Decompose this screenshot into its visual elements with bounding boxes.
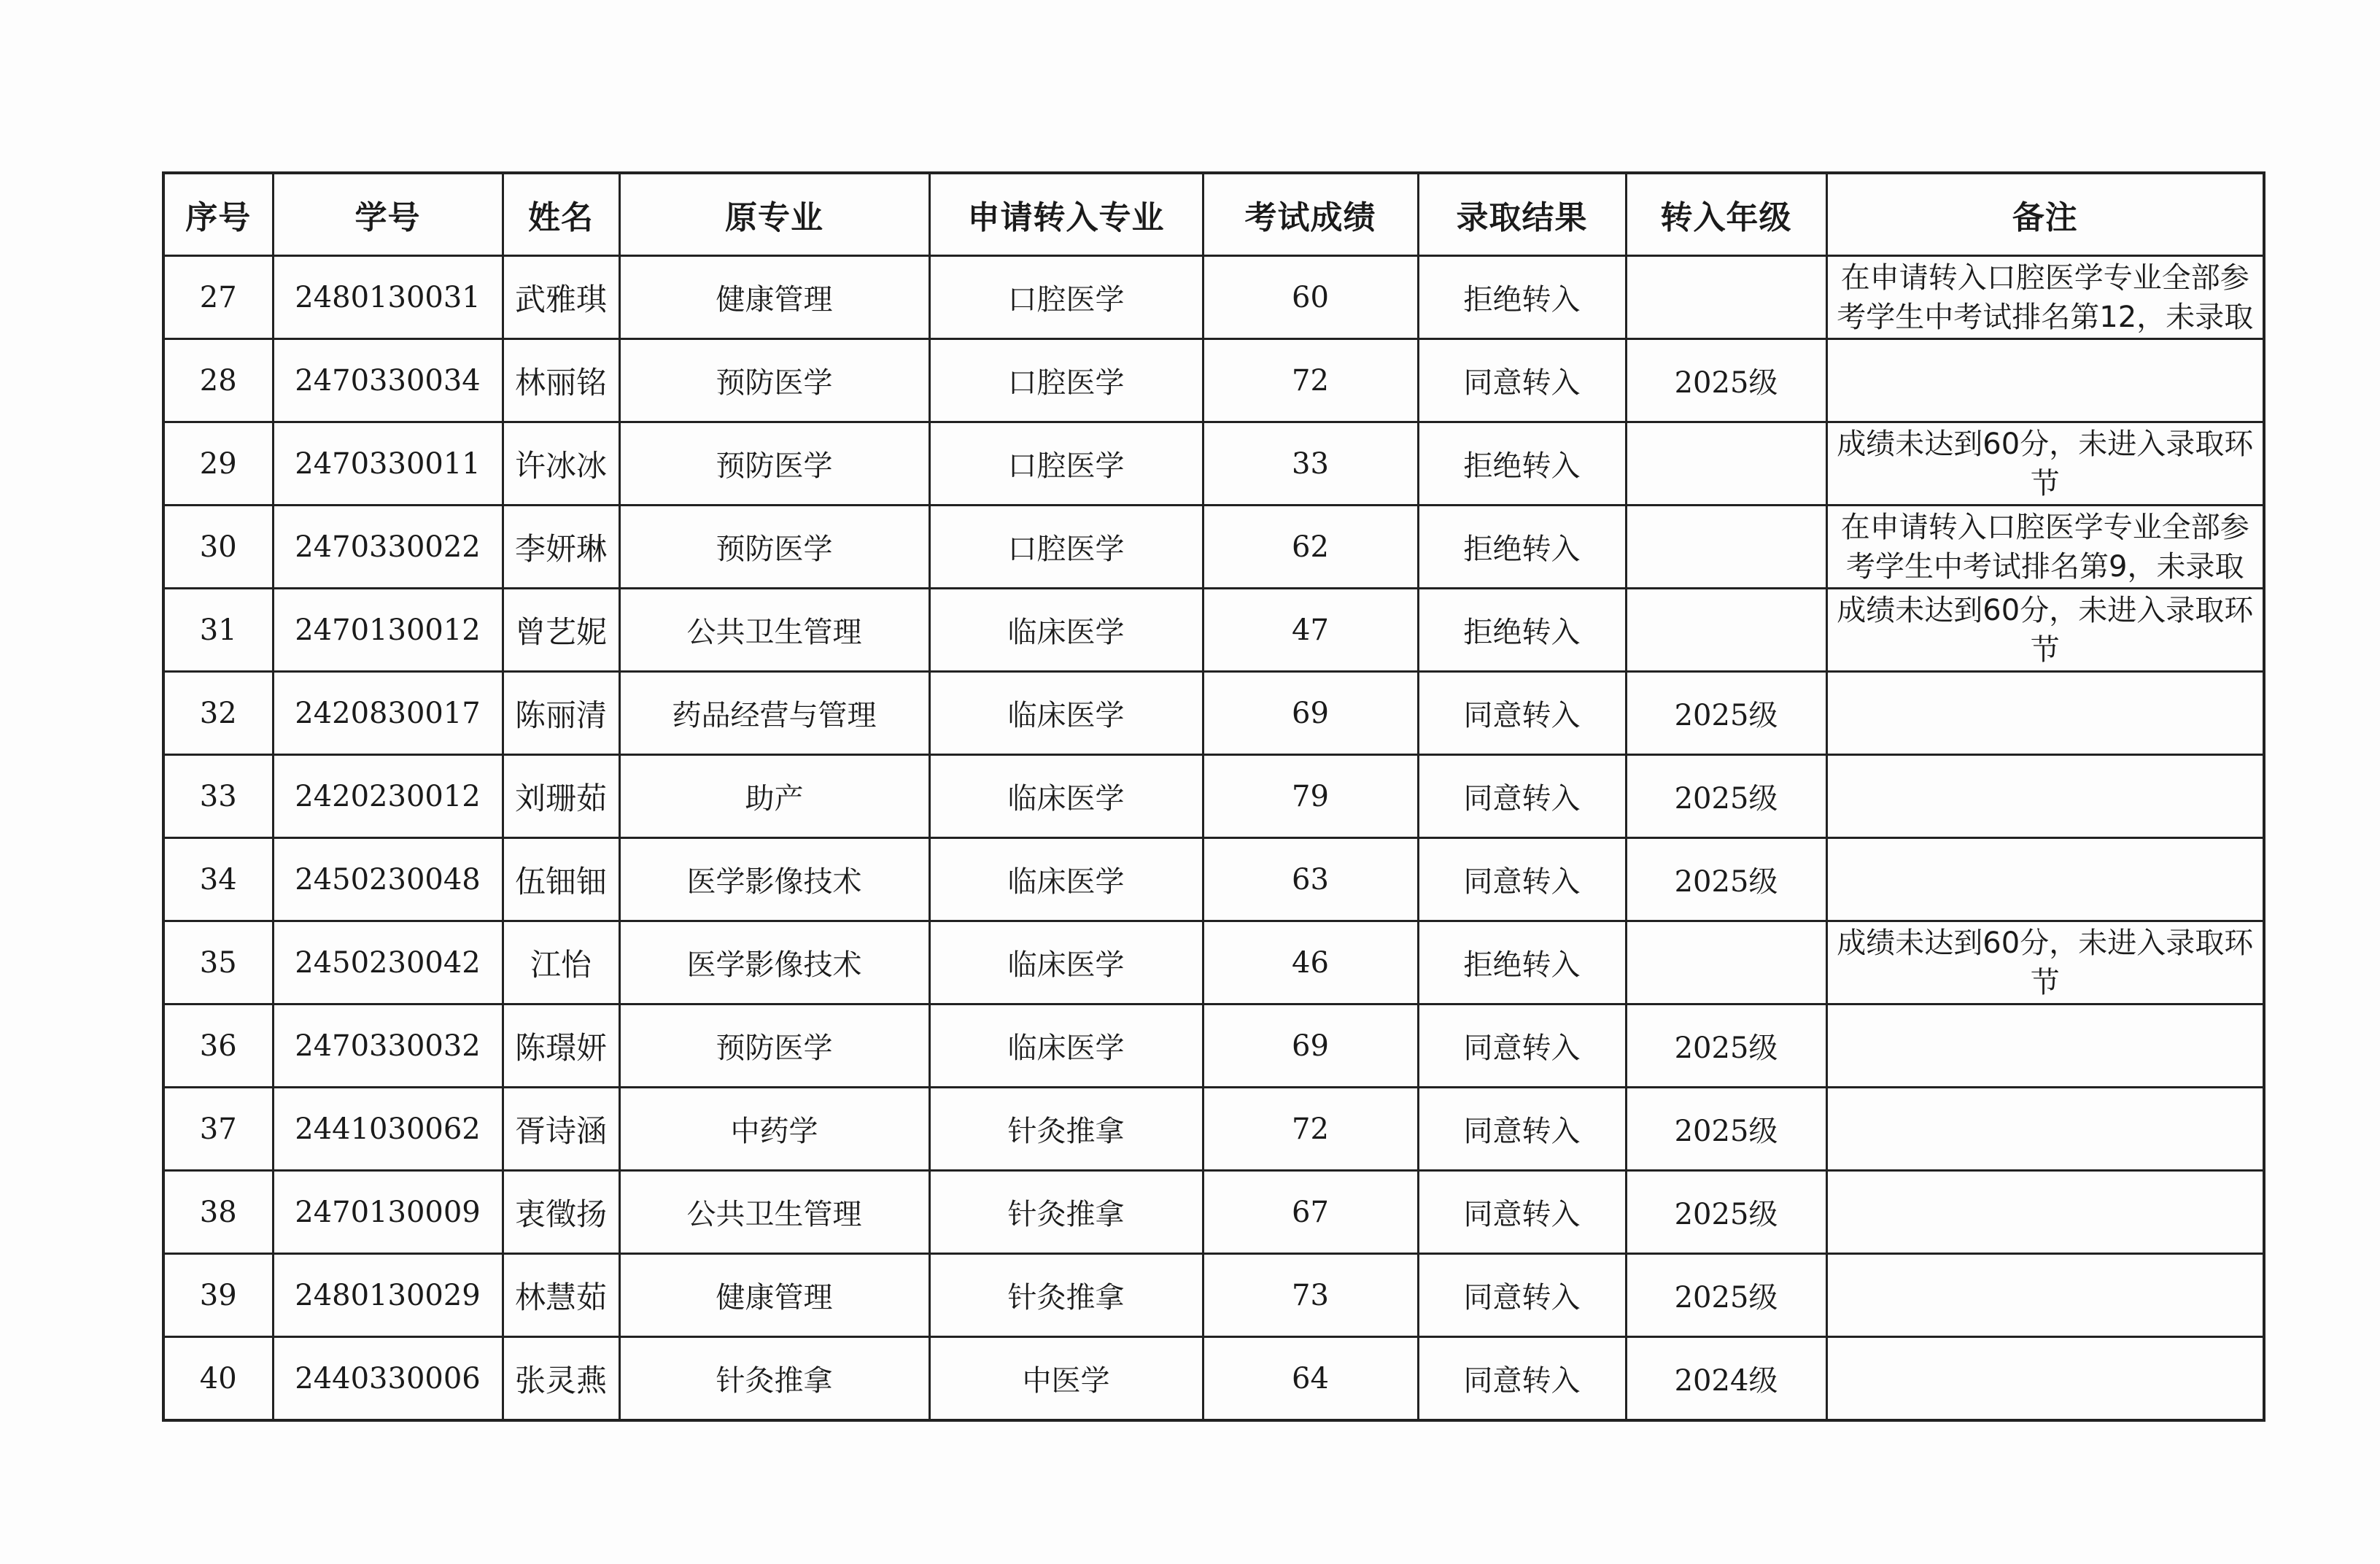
cell-seq: 39 [163, 1254, 273, 1337]
cell-exam-score: 64 [1203, 1337, 1418, 1421]
cell-remark [1826, 1004, 2264, 1088]
cell-enroll-grade [1626, 256, 1826, 339]
cell-student-id: 2470330011 [273, 422, 503, 506]
cell-admission-result: 拒绝转入 [1418, 589, 1626, 672]
cell-remark [1826, 1337, 2264, 1421]
cell-original-major: 预防医学 [619, 422, 929, 506]
cell-target-major: 临床医学 [929, 921, 1203, 1004]
cell-admission-result: 同意转入 [1418, 1171, 1626, 1254]
column-header-remark: 备注 [1826, 173, 2264, 256]
cell-exam-score: 69 [1203, 1004, 1418, 1088]
cell-enroll-grade: 2025级 [1626, 838, 1826, 921]
cell-remark: 成绩未达到60分，未进入录取环节 [1826, 921, 2264, 1004]
cell-name: 陈璟妍 [503, 1004, 619, 1088]
cell-target-major: 临床医学 [929, 1004, 1203, 1088]
cell-admission-result: 拒绝转入 [1418, 256, 1626, 339]
cell-name: 陈丽清 [503, 672, 619, 755]
cell-enroll-grade [1626, 921, 1826, 1004]
table-row [163, 1004, 2264, 1088]
table-row [163, 422, 2264, 506]
column-header-exam-score: 考试成绩 [1203, 173, 1418, 256]
cell-exam-score: 69 [1203, 672, 1418, 755]
cell-admission-result: 同意转入 [1418, 339, 1626, 422]
cell-seq: 35 [163, 921, 273, 1004]
cell-student-id: 2470130009 [273, 1171, 503, 1254]
cell-seq: 37 [163, 1088, 273, 1171]
cell-original-major: 健康管理 [619, 256, 929, 339]
table-row [163, 755, 2264, 838]
cell-original-major: 预防医学 [619, 1004, 929, 1088]
cell-remark: 成绩未达到60分，未进入录取环节 [1826, 589, 2264, 672]
cell-target-major: 临床医学 [929, 755, 1203, 838]
table-row [163, 921, 2264, 1004]
cell-remark: 在申请转入口腔医学专业全部参考学生中考试排名第12，未录取 [1826, 256, 2264, 339]
cell-seq: 32 [163, 672, 273, 755]
column-header-target-major: 申请转入专业 [929, 173, 1203, 256]
cell-enroll-grade [1626, 589, 1826, 672]
cell-enroll-grade: 2025级 [1626, 1171, 1826, 1254]
cell-remark: 成绩未达到60分，未进入录取环节 [1826, 422, 2264, 506]
cell-remark [1826, 1254, 2264, 1337]
table-row [163, 506, 2264, 589]
cell-enroll-grade: 2025级 [1626, 1004, 1826, 1088]
table-body [163, 256, 2264, 1421]
cell-name: 衷徵扬 [503, 1171, 619, 1254]
cell-seq: 34 [163, 838, 273, 921]
cell-student-id: 2470330032 [273, 1004, 503, 1088]
cell-exam-score: 62 [1203, 506, 1418, 589]
cell-admission-result: 拒绝转入 [1418, 921, 1626, 1004]
cell-admission-result: 同意转入 [1418, 1337, 1626, 1421]
cell-name: 伍钿钿 [503, 838, 619, 921]
cell-remark: 在申请转入口腔医学专业全部参考学生中考试排名第9，未录取 [1826, 506, 2264, 589]
cell-seq: 38 [163, 1171, 273, 1254]
cell-seq: 29 [163, 422, 273, 506]
cell-name: 李妍琳 [503, 506, 619, 589]
column-header-name: 姓名 [503, 173, 619, 256]
cell-target-major: 针灸推拿 [929, 1171, 1203, 1254]
cell-enroll-grade [1626, 506, 1826, 589]
cell-target-major: 针灸推拿 [929, 1088, 1203, 1171]
cell-enroll-grade: 2025级 [1626, 1254, 1826, 1337]
cell-name: 胥诗涵 [503, 1088, 619, 1171]
cell-seq: 28 [163, 339, 273, 422]
cell-admission-result: 同意转入 [1418, 755, 1626, 838]
cell-student-id: 2420830017 [273, 672, 503, 755]
cell-enroll-grade [1626, 422, 1826, 506]
table-row [163, 256, 2264, 339]
cell-original-major: 预防医学 [619, 506, 929, 589]
cell-original-major: 健康管理 [619, 1254, 929, 1337]
table-row [163, 1088, 2264, 1171]
cell-admission-result: 同意转入 [1418, 1088, 1626, 1171]
cell-enroll-grade: 2025级 [1626, 1088, 1826, 1171]
cell-admission-result: 同意转入 [1418, 1004, 1626, 1088]
cell-exam-score: 46 [1203, 921, 1418, 1004]
cell-target-major: 针灸推拿 [929, 1254, 1203, 1337]
cell-student-id: 2450230048 [273, 838, 503, 921]
cell-name: 许冰冰 [503, 422, 619, 506]
cell-enroll-grade: 2025级 [1626, 672, 1826, 755]
cell-student-id: 2470330034 [273, 339, 503, 422]
cell-exam-score: 79 [1203, 755, 1418, 838]
cell-enroll-grade: 2025级 [1626, 755, 1826, 838]
cell-original-major: 助产 [619, 755, 929, 838]
cell-admission-result: 同意转入 [1418, 672, 1626, 755]
column-header-enroll-grade: 转入年级 [1626, 173, 1826, 256]
cell-seq: 36 [163, 1004, 273, 1088]
table-row [163, 838, 2264, 921]
cell-exam-score: 47 [1203, 589, 1418, 672]
cell-target-major: 临床医学 [929, 589, 1203, 672]
table-row [163, 339, 2264, 422]
transfer-results-table [162, 171, 2265, 1422]
cell-seq: 27 [163, 256, 273, 339]
column-header-student-id: 学号 [273, 173, 503, 256]
cell-target-major: 口腔医学 [929, 256, 1203, 339]
cell-original-major: 医学影像技术 [619, 838, 929, 921]
table-row [163, 1171, 2264, 1254]
cell-admission-result: 同意转入 [1418, 1254, 1626, 1337]
cell-original-major: 中药学 [619, 1088, 929, 1171]
cell-name: 武雅琪 [503, 256, 619, 339]
cell-exam-score: 67 [1203, 1171, 1418, 1254]
cell-target-major: 口腔医学 [929, 339, 1203, 422]
cell-student-id: 2470130012 [273, 589, 503, 672]
cell-exam-score: 72 [1203, 339, 1418, 422]
cell-name: 刘珊茹 [503, 755, 619, 838]
column-header-original-major: 原专业 [619, 173, 929, 256]
cell-original-major: 公共卫生管理 [619, 1171, 929, 1254]
table-row [163, 672, 2264, 755]
cell-target-major: 临床医学 [929, 838, 1203, 921]
cell-remark [1826, 672, 2264, 755]
cell-name: 张灵燕 [503, 1337, 619, 1421]
cell-target-major: 口腔医学 [929, 422, 1203, 506]
cell-original-major: 预防医学 [619, 339, 929, 422]
cell-admission-result: 同意转入 [1418, 838, 1626, 921]
cell-remark [1826, 1171, 2264, 1254]
column-header-seq: 序号 [163, 173, 273, 256]
table-header-row [163, 173, 2264, 256]
cell-target-major: 中医学 [929, 1337, 1203, 1421]
cell-seq: 30 [163, 506, 273, 589]
cell-remark [1826, 755, 2264, 838]
cell-admission-result: 拒绝转入 [1418, 506, 1626, 589]
cell-exam-score: 63 [1203, 838, 1418, 921]
cell-remark [1826, 1088, 2264, 1171]
cell-admission-result: 拒绝转入 [1418, 422, 1626, 506]
cell-student-id: 2450230042 [273, 921, 503, 1004]
cell-original-major: 药品经营与管理 [619, 672, 929, 755]
cell-name: 曾艺妮 [503, 589, 619, 672]
cell-student-id: 2480130031 [273, 256, 503, 339]
column-header-admission-result: 录取结果 [1418, 173, 1626, 256]
cell-target-major: 临床医学 [929, 672, 1203, 755]
cell-remark [1826, 339, 2264, 422]
cell-student-id: 2470330022 [273, 506, 503, 589]
cell-target-major: 口腔医学 [929, 506, 1203, 589]
transfer-results-sheet [162, 171, 2263, 1422]
cell-exam-score: 72 [1203, 1088, 1418, 1171]
cell-name: 江怡 [503, 921, 619, 1004]
cell-seq: 31 [163, 589, 273, 672]
cell-original-major: 公共卫生管理 [619, 589, 929, 672]
cell-student-id: 2440330006 [273, 1337, 503, 1421]
table-row [163, 1254, 2264, 1337]
cell-student-id: 2480130029 [273, 1254, 503, 1337]
cell-original-major: 针灸推拿 [619, 1337, 929, 1421]
table-row [163, 589, 2264, 672]
cell-student-id: 2420230012 [273, 755, 503, 838]
cell-enroll-grade: 2024级 [1626, 1337, 1826, 1421]
cell-name: 林丽铭 [503, 339, 619, 422]
table-row [163, 1337, 2264, 1421]
cell-enroll-grade: 2025级 [1626, 339, 1826, 422]
cell-seq: 40 [163, 1337, 273, 1421]
cell-exam-score: 60 [1203, 256, 1418, 339]
cell-exam-score: 73 [1203, 1254, 1418, 1337]
cell-name: 林慧茹 [503, 1254, 619, 1337]
cell-remark [1826, 838, 2264, 921]
cell-original-major: 医学影像技术 [619, 921, 929, 1004]
cell-exam-score: 33 [1203, 422, 1418, 506]
cell-seq: 33 [163, 755, 273, 838]
cell-student-id: 2441030062 [273, 1088, 503, 1171]
